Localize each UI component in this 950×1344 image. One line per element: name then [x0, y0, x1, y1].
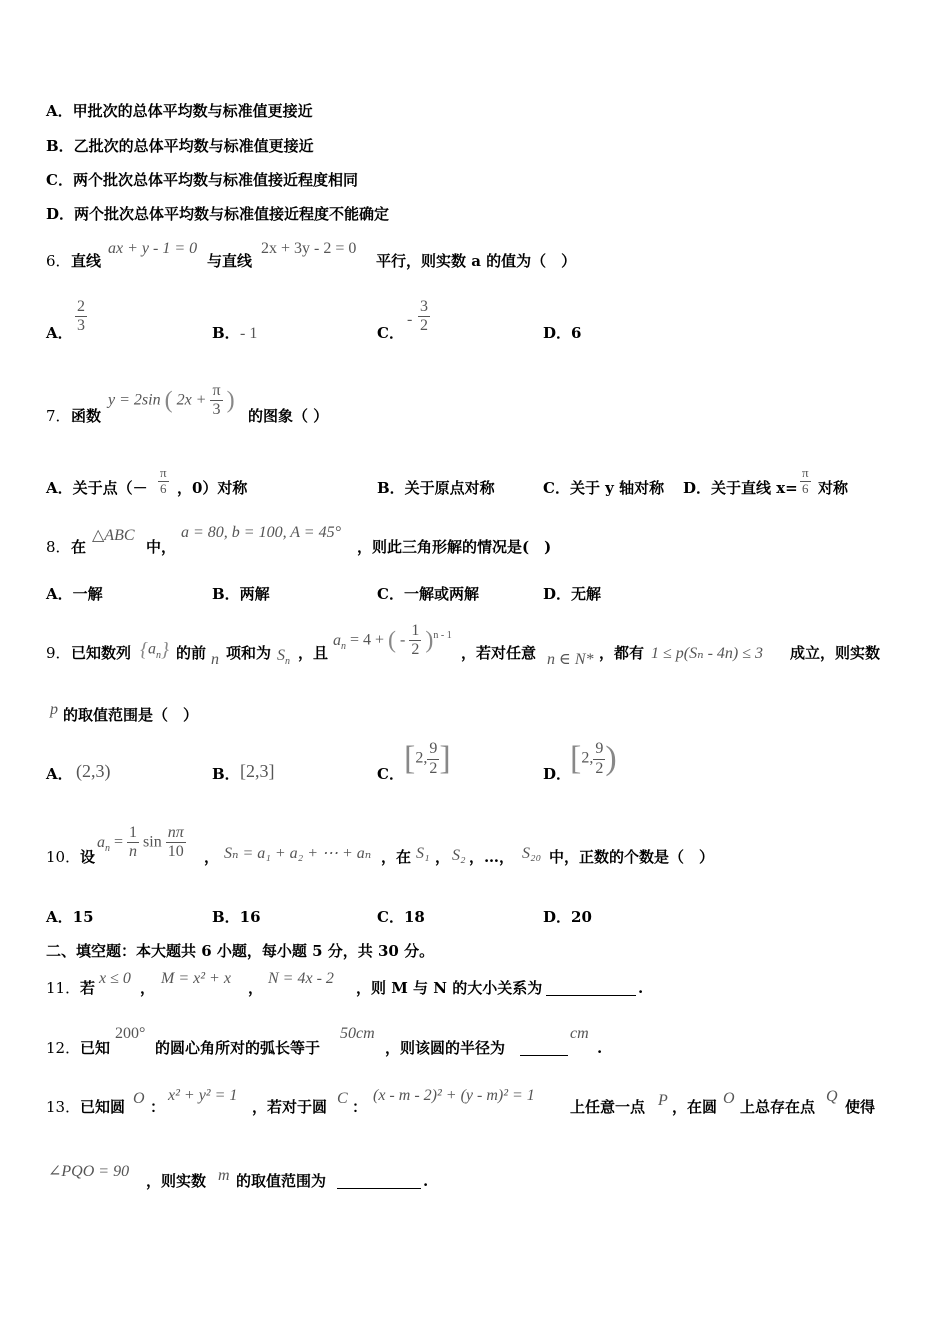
q10-option-c: C．18 [377, 908, 425, 926]
q7-option-a-prefix: A．关于点（－ [46, 479, 148, 497]
q10-text-6: 中，正数的个数是（ ） [549, 848, 715, 866]
q10-option-a: A．15 [46, 908, 94, 926]
q7-function-lhs: y = 2sin [108, 391, 161, 409]
q13-number: 13． [46, 1098, 81, 1116]
q6-number: 6． [46, 252, 71, 270]
q12-angle: 200° [115, 1025, 146, 1042]
q9-option-d-numerator: 9 [593, 740, 605, 759]
q7-option-d-suffix: 对称 [818, 479, 849, 497]
q8-option-d: D．无解 [543, 585, 602, 603]
q7-right-paren: ) [226, 387, 235, 414]
q9-text-7: 成立，则实数 [790, 644, 881, 662]
q10-text-3: ，在 [381, 848, 412, 866]
q7-option-d-fraction [800, 466, 811, 497]
q7-option-d-prefix: D．关于直线 x= [683, 479, 798, 497]
q10-option-d: D．20 [543, 908, 592, 926]
q9-an-denominator: 2 [411, 641, 420, 659]
q11-text-4: ，则 M 与 N 的大小关系为 [356, 979, 543, 997]
q13-text-6: ，在圆 [672, 1098, 718, 1116]
q9-sequence-a: a [148, 640, 156, 658]
q5-option-b: B．乙批次的总体平均数与标准值更接近 [46, 137, 314, 155]
q11-text-1: 若 [80, 979, 96, 997]
q7-option-c: C．关于 y 轴对称 [543, 479, 665, 497]
q11-condition: x ≤ 0 [99, 970, 131, 987]
q10-fraction-2-denominator: 10 [167, 843, 184, 861]
q9-p: p [50, 701, 58, 718]
q9-an-right-paren: ) [425, 627, 434, 654]
q6-option-a-fraction [75, 298, 87, 336]
q6-option-d: D．6 [543, 324, 582, 342]
q9-option-d-prefix: 2, [581, 749, 594, 767]
q7-option-b: B．关于原点对称 [377, 479, 495, 497]
q9-option-d-interval: [2, $\frac{9}{2}$ ) [570, 740, 617, 777]
q9-an-exponent: n - 1 [433, 630, 452, 642]
q10-an-formula: $a_n$ = $\frac{1}{n}$ sin $\frac{n\pi}{10}$ [97, 824, 184, 861]
q13-angle-condition: ∠PQO = 90 [48, 1163, 130, 1180]
q13-point-p: P [658, 1092, 668, 1109]
q12-text-4: . [597, 1039, 603, 1057]
q12-arc-length: 50cm [340, 1025, 375, 1042]
q10-sin: sin [143, 833, 162, 851]
q9-option-c-interval: [2, $\frac{9}{2}$ ] [404, 740, 451, 777]
q7-text-2: 的图象（ ） [248, 407, 329, 425]
q8-option-b: B．两解 [212, 585, 270, 603]
q9-text-1: 已知数列 [71, 644, 132, 662]
q10-an: a [97, 833, 105, 851]
q13-text-7: 上总存在点 [740, 1098, 816, 1116]
q13-text-10: 的取值范围为 [236, 1172, 327, 1190]
q10-s20: S₂₀ [522, 845, 542, 862]
q9-option-d-label: D． [543, 765, 572, 783]
q10-fraction-1-denominator: n [129, 843, 138, 861]
q13-circle-o-2: O [723, 1090, 735, 1107]
q8-option-a: A．一解 [46, 585, 103, 603]
section-2-heading: 二、填空题：本大题共 6 小题，每小题 5 分，共 30 分。 [46, 942, 435, 960]
q9-sn: $S_n$ [277, 647, 290, 668]
q9-option-d-denominator: 2 [595, 759, 604, 777]
q9-option-a-label: A． [46, 765, 73, 783]
q9-text-6: ，都有 [599, 644, 645, 662]
q13-circle-c-equation: (x - m - 2)² + (y - m)² = 1 [373, 1087, 535, 1104]
q9-option-a-value: (2,3) [76, 761, 111, 781]
q9-option-c-label: C． [377, 765, 404, 783]
q11-text-5: . [638, 979, 644, 997]
q9-text-4: ，且 [298, 644, 329, 662]
q10-s1: S₁ [416, 845, 430, 862]
q10-equals: = [114, 833, 124, 851]
q7-option-a-numerator: π [160, 465, 167, 480]
q8-option-c: C．一解或两解 [377, 585, 479, 603]
q10-fraction-1 [127, 824, 139, 862]
q13-text-1: 已知圆 [80, 1098, 126, 1116]
q6-option-b-value: - 1 [240, 325, 258, 342]
q13-text-5: 上任意一点 [570, 1098, 646, 1116]
q13-text-3: ，若对于圆 [252, 1098, 328, 1116]
q7-function-fraction [210, 382, 222, 420]
q13-point-q: Q [826, 1088, 838, 1105]
q13-circle-o-equation: x² + y² = 1 [168, 1087, 238, 1104]
q13-text-8: 使得 [845, 1098, 876, 1116]
q9-number: 9． [46, 644, 71, 662]
q13-text-9: ，则实数 [146, 1172, 207, 1190]
q9-n-condition: n ∈ N* [547, 651, 594, 668]
q10-option-b: B．16 [212, 908, 261, 926]
q6-line1-equation: ax + y - 1 = 0 [108, 240, 198, 257]
q10-text-1: 设 [80, 848, 96, 866]
q6-text-1: 直线 [71, 252, 102, 270]
q5-option-d: D．两个批次总体平均数与标准值接近程度不能确定 [46, 205, 390, 223]
q7-number: 7． [46, 407, 71, 425]
q13-answer-blank[interactable] [337, 1174, 421, 1189]
q12-text-2: 的圆心角所对的弧长等于 [155, 1039, 321, 1057]
q10-fraction-1-numerator: 1 [127, 824, 139, 843]
q9-text-5: ，若对任意 [461, 644, 537, 662]
q11-answer-blank[interactable] [546, 981, 636, 996]
q9-text-3: 项和为 [226, 644, 272, 662]
q9-inequality: 1 ≤ p(Sₙ - 4n) ≤ 3 [651, 645, 764, 662]
q7-text-1: 函数 [71, 407, 102, 425]
q9-option-c-denominator: 2 [429, 759, 438, 777]
q10-text-4: ， [435, 848, 451, 866]
q12-unit: cm [570, 1025, 589, 1042]
q13-circle-o: O [133, 1090, 145, 1107]
q9-option-c-prefix: 2, [415, 749, 428, 767]
q9-option-d-fraction [593, 740, 605, 778]
q10-s2: S₂ [452, 847, 466, 864]
q11-number: 11． [46, 979, 81, 997]
q13-text-11: . [423, 1172, 429, 1190]
q12-text-1: 已知 [80, 1039, 111, 1057]
q5-option-a: A．甲批次的总体平均数与标准值更接近 [46, 102, 313, 120]
q10-text-5: ，…， [469, 848, 515, 866]
q6-option-c-label: C． [377, 324, 404, 342]
q9-option-b-label: B． [212, 765, 240, 783]
q11-m-definition: M = x² + x [161, 970, 231, 987]
q12-number: 12． [46, 1039, 81, 1057]
q7-left-paren: ( [164, 387, 173, 414]
q9-sequence: $\{a_n\}$ [140, 639, 169, 661]
q11-n-definition: N = 4x - 2 [268, 970, 334, 987]
q6-option-a-numerator: 2 [75, 298, 87, 317]
q12-answer-blank[interactable] [520, 1041, 568, 1056]
q9-option-b-value: [2,3] [240, 761, 275, 781]
q9-option-c-fraction [427, 740, 439, 778]
q13-text-2: ： [150, 1098, 166, 1116]
q9-n: n [211, 651, 219, 668]
q9-text-2: 的前 [176, 644, 207, 662]
q7-option-d-denominator: 6 [802, 480, 809, 496]
q8-text-2: 中， [146, 538, 177, 556]
q6-option-a-label: A． [46, 324, 73, 342]
q7-function-denominator: 3 [212, 401, 221, 419]
q7-function-arg: 2x + [176, 391, 207, 409]
q7-option-a-denominator: 6 [160, 480, 167, 496]
q8-number: 8． [46, 538, 71, 556]
q9-an-fraction [409, 622, 421, 660]
q8-conditions: a = 80, b = 100, A = 45° [181, 524, 341, 541]
q13-circle-c: C [337, 1090, 348, 1107]
q7-function-pi: π [210, 382, 222, 401]
q7-option-a-suffix: ，0）对称 [177, 479, 248, 497]
q6-option-b-label: B． [212, 324, 240, 342]
q6-option-a-denominator: 3 [77, 317, 85, 335]
q13-text-4: ： [352, 1098, 368, 1116]
q6-option-c-sign: - [407, 311, 413, 328]
q8-text-1: 在 [71, 538, 87, 556]
q9-an-left-paren: ( [388, 627, 397, 654]
q7-option-d-numerator: π [802, 465, 809, 480]
q7-option-a-fraction [158, 466, 169, 497]
q6-option-c-fraction [418, 298, 430, 336]
q12-text-3: ，则该圆的半径为 [385, 1039, 506, 1057]
q10-fraction-2-numerator: nπ [166, 824, 186, 843]
q6-text-2: 与直线 [207, 252, 253, 270]
q9-an-lhs: = 4 + [350, 631, 385, 649]
q9-sn-s: S [277, 647, 285, 664]
q8-text-3: ，则此三角形解的情况是( ) [357, 538, 552, 556]
q7-function [108, 382, 235, 420]
q10-text-2: ， [204, 848, 220, 866]
q6-option-c-denominator: 2 [420, 317, 428, 335]
q6-text-3: 平行，则实数 a 的值为（ ） [376, 252, 577, 270]
q6-option-c-numerator: 3 [418, 298, 430, 317]
q5-option-c: C．两个批次总体平均数与标准值接近程度相同 [46, 171, 358, 189]
q9-option-c-numerator: 9 [427, 740, 439, 759]
q13-m: m [218, 1167, 230, 1184]
q10-sn-definition: Sₙ = a₁ + a₂ + ⋯ + aₙ [224, 845, 372, 862]
q6-line2-equation: 2x + 3y - 2 = 0 [261, 240, 357, 257]
q9-an-formula: $a_n = 4$ + ( - $\frac{1}{2}$ )$^{n - 1}$ [333, 622, 452, 659]
q10-number: 10． [46, 848, 81, 866]
q11-text-2: ， [140, 979, 156, 997]
q10-fraction-2 [166, 824, 186, 862]
q11-text-3: ， [248, 979, 264, 997]
q8-triangle: △ABC [92, 527, 135, 544]
q9-an-numerator: 1 [409, 622, 421, 641]
q9-line2-text: 的取值范围是（ ） [63, 706, 199, 724]
